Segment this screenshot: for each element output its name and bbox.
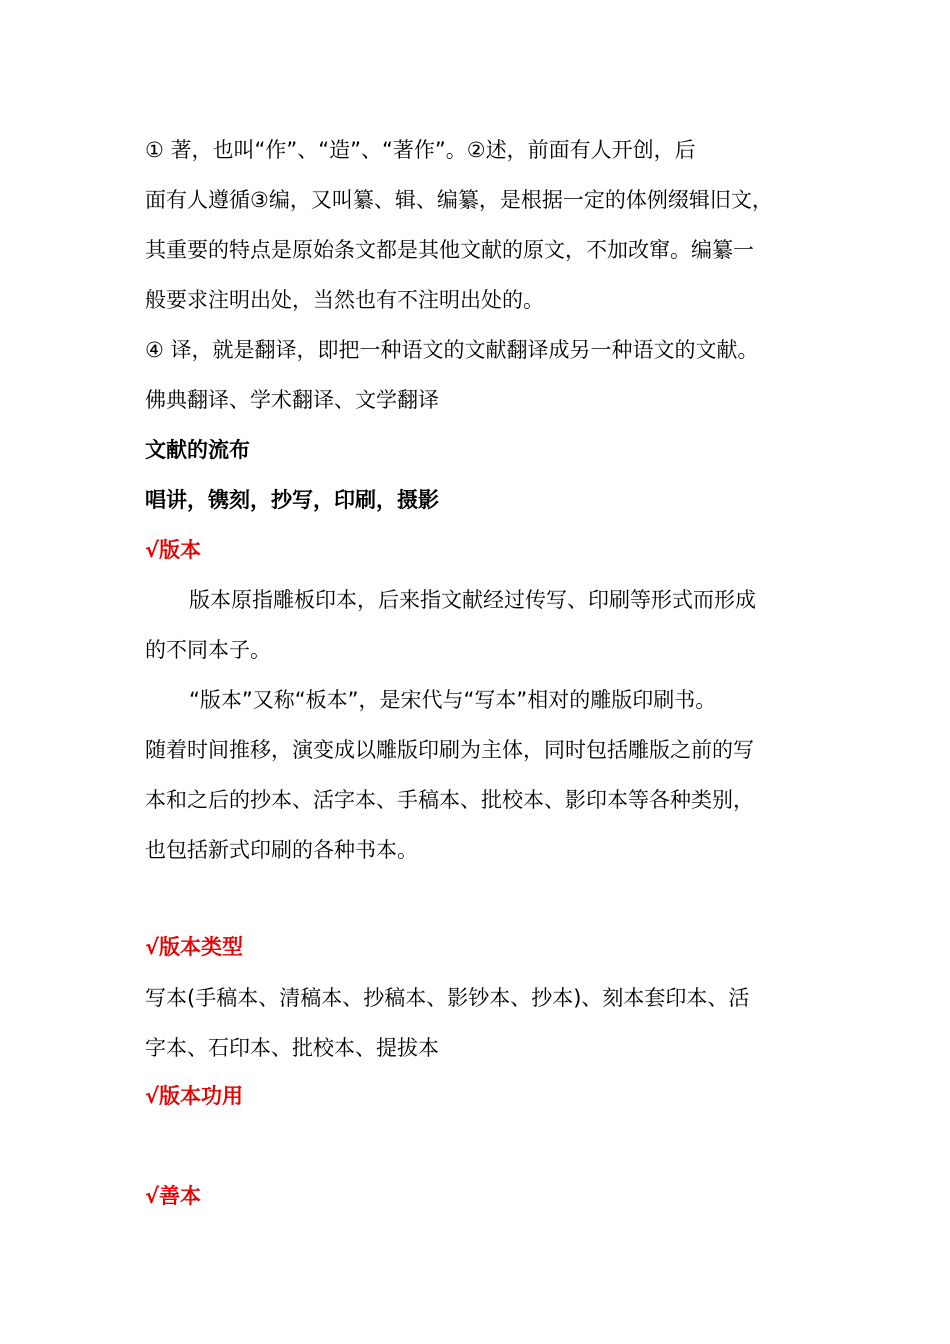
circulation-items: 唱讲，镌刻，抄写，印刷，摄影 — [145, 488, 439, 512]
paragraph-line: 也包括新式印刷的各种书本。 — [145, 838, 418, 862]
section-heading-edition-types: √版本类型 — [145, 935, 244, 959]
section-heading-edition: √版本 — [145, 538, 202, 562]
section-heading-circulation: 文献的流布 — [145, 438, 250, 462]
text-line: ① 著，也叫“作”、“造”、“著作”。②述，前面有人开创，后 — [145, 138, 696, 162]
text-line: 其重要的特点是原始条文都是其他文献的原文，不加改窜。编纂一 — [145, 238, 754, 262]
text-line: 写本(手稿本、清稿本、抄稿本、影钞本、抄本)、刻本套印本、活 — [145, 986, 750, 1010]
paragraph-line: 本和之后的抄本、活字本、手稿本、批校本、影印本等各种类别， — [145, 788, 754, 812]
section-heading-edition-function: √版本功用 — [145, 1084, 244, 1108]
section-heading-good-edition: √善本 — [145, 1184, 202, 1208]
text-line: 佛典翻译、学术翻译、文学翻译 — [145, 388, 439, 412]
paragraph-line: 版本原指雕板印本，后来指文献经过传写、印刷等形式而形成 — [189, 588, 756, 612]
text-line: 般要求注明出处，当然也有不注明出处的。 — [145, 288, 544, 312]
paragraph-line: 的不同本子。 — [145, 638, 271, 662]
paragraph-line: 随着时间推移，演变成以雕版印刷为主体，同时包括雕版之前的写 — [145, 738, 754, 762]
text-line: 面有人遵循③编，又叫纂、辑、编纂，是根据一定的体例缀辑旧文， — [145, 188, 773, 212]
text-line: ④ 译，就是翻译，即把一种语文的文献翻译成另一种语文的文献。 — [145, 338, 759, 362]
text-line: 字本、石印本、批校本、提拔本 — [145, 1036, 439, 1060]
paragraph-line: “版本”又称“板本”，是宋代与“写本”相对的雕版印刷书。 — [189, 688, 717, 712]
